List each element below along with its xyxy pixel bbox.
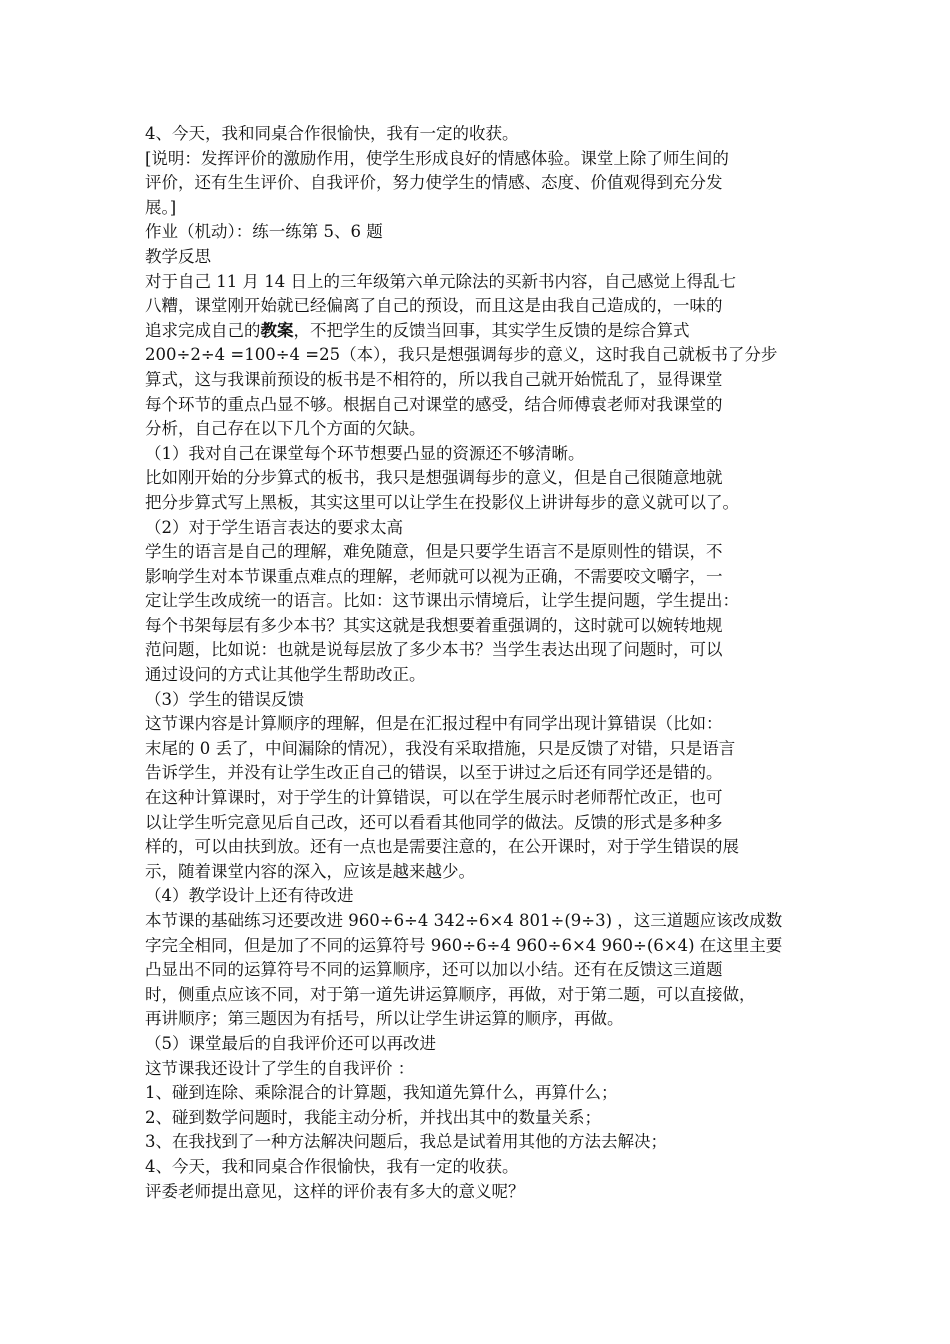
text-line: 告诉学生，并没有让学生改正自己的错误，以至于讲过之后还有同学还是错的。 — [145, 763, 723, 783]
subheading: （1）我对自己在课堂每个环节想要凸显的资源还不够清晰。 — [145, 443, 585, 463]
text-line: 本节课的基础练习还要改进 960÷6÷4 342÷6×4 801÷(9÷3) ，这三道题应该改成数 — [145, 911, 783, 930]
homework-line: 作业（机动）：练一练第 5、6 题 — [145, 222, 383, 242]
text-line: 分析，自己存在以下几个方面的欠缺。 — [145, 419, 426, 439]
bold-keyword: 教案 — [260, 320, 294, 340]
text-line: 以让学生听完意见后自己改，还可以看看其他同学的做法。反馈的形式是多种多 — [145, 812, 723, 832]
text-line: 在这种计算课时，对于学生的计算错误，可以在学生展示时老师帮忙改正，也可 — [145, 788, 723, 808]
text-line: 200÷2÷4 =100÷4 =25（本），我只是想强调每步的意义，这时我自己就板书了分步 — [145, 345, 778, 365]
subheading: （3）学生的错误反馈 — [145, 689, 304, 709]
text-line: 对于自己 11 月 14 日上的三年级第六单元除法的买新书内容，自己感觉上得乱七 — [145, 271, 736, 291]
text-line: 定让学生改成统一的语言。比如：这节课出示情境后，让学生提问题，学生提出： — [145, 591, 739, 611]
text-line: 这节课内容是计算顺序的理解，但是在汇报过程中有同学出现计算错误（比如： — [145, 714, 723, 734]
text-line: 范问题，比如说：也就是说每层放了多少本书？当学生表达出现了问题时，可以 — [145, 640, 723, 660]
text-line: 再讲顺序；第三题因为有括号，所以让学生讲运算的顺序，再做。 — [145, 1009, 624, 1029]
document-page — [145, 122, 815, 1204]
list-item: 2、碰到数学问题时，我能主动分析，并找出其中的数量关系； — [145, 1107, 601, 1127]
text-line: 学生的语言是自己的理解，难免随意，但是只要学生语言不是原则性的错误，不 — [145, 542, 723, 562]
text-line: 这节课我还设计了学生的自我评价 ： — [145, 1058, 415, 1078]
text-fragment: ，不把学生的反馈当回事，其实学生反馈的是综合算式 — [293, 320, 690, 340]
text-line: 评价，还有生生评价、自我评价，努力使学生的情感、态度、价值观得到充分发 — [145, 173, 723, 193]
text-line: 展。] — [145, 197, 177, 217]
text-line: 凸显出不同的运算符号不同的运算顺序，还可以加以小结。还有在反馈这三道题 — [145, 960, 723, 980]
text-line: 4、今天，我和同桌合作很愉快，我有一定的收获。 — [145, 124, 519, 143]
subheading: （5）课堂最后的自我评价还可以再改进 — [145, 1033, 436, 1053]
text-line: 字完全相同，但是加了不同的运算符号 960÷6÷4 960÷6×4 960÷(6×4) 在这里主要 — [145, 935, 783, 955]
list-item: 1、碰到连除、乘除混合的计算题，我知道先算什么，再算什么； — [145, 1083, 618, 1103]
text-line — [145, 319, 815, 344]
text-line: [说明：发挥评价的激励作用，使学生形成良好的情感体验。课堂上除了师生间的 — [145, 148, 729, 168]
subheading: （2）对于学生语言表达的要求太高 — [145, 517, 403, 537]
text-line: 样的，可以由扶到放。还有一点也是需要注意的，在公开课时，对于学生错误的展 — [145, 837, 739, 857]
text-fragment: 追求完成自己的 — [145, 320, 261, 340]
text-line: 评委老师提出意见，这样的评价表有多大的意义呢？ — [145, 1181, 525, 1201]
subheading: （4）教学设计上还有待改进 — [145, 886, 354, 906]
list-item: 3、在我找到了一种方法解决问题后，我总是试着用其他的方法去解决； — [145, 1132, 667, 1152]
text-line: 末尾的 0 丢了，中间漏除的情况），我没有采取措施，只是反馈了对错，只是语言 — [145, 738, 736, 758]
text-line: 示，随着课堂内容的深入，应该是越来越少。 — [145, 861, 475, 881]
text-line: 每个书架每层有多少本书？其实这就是我想要着重强调的，这时就可以婉转地规 — [145, 615, 723, 635]
text-line: 算式，这与我课前预设的板书是不相符的，所以我自己就开始慌乱了，显得课堂 — [145, 369, 723, 389]
text-line: 影响学生对本节课重点难点的理解，老师就可以视为正确，不需要咬文嚼字，一 — [145, 566, 723, 586]
text-line: 比如刚开始的分步算式的板书，我只是想强调每步的意义，但是自己很随意地就 — [145, 468, 723, 488]
section-heading: 教学反思 — [145, 246, 211, 266]
text-line: 把分步算式写上黑板，其实这里可以让学生在投影仪上讲讲每步的意义就可以了。 — [145, 492, 739, 512]
text-line: 时，侧重点应该不同，对于第一道先讲运算顺序，再做，对于第二题，可以直接做， — [145, 984, 756, 1004]
text-line: 通过设问的方式让其他学生帮助改正。 — [145, 665, 426, 685]
text-line: 每个环节的重点凸显不够。根据自己对课堂的感受，结合师傅袁老师对我课堂的 — [145, 394, 723, 414]
list-item: 4、今天，我和同桌合作很愉快，我有一定的收获。 — [145, 1156, 519, 1176]
text-line: 八糟，课堂刚开始就已经偏离了自己的预设，而且这是由我自己造成的，一味的 — [145, 296, 723, 316]
